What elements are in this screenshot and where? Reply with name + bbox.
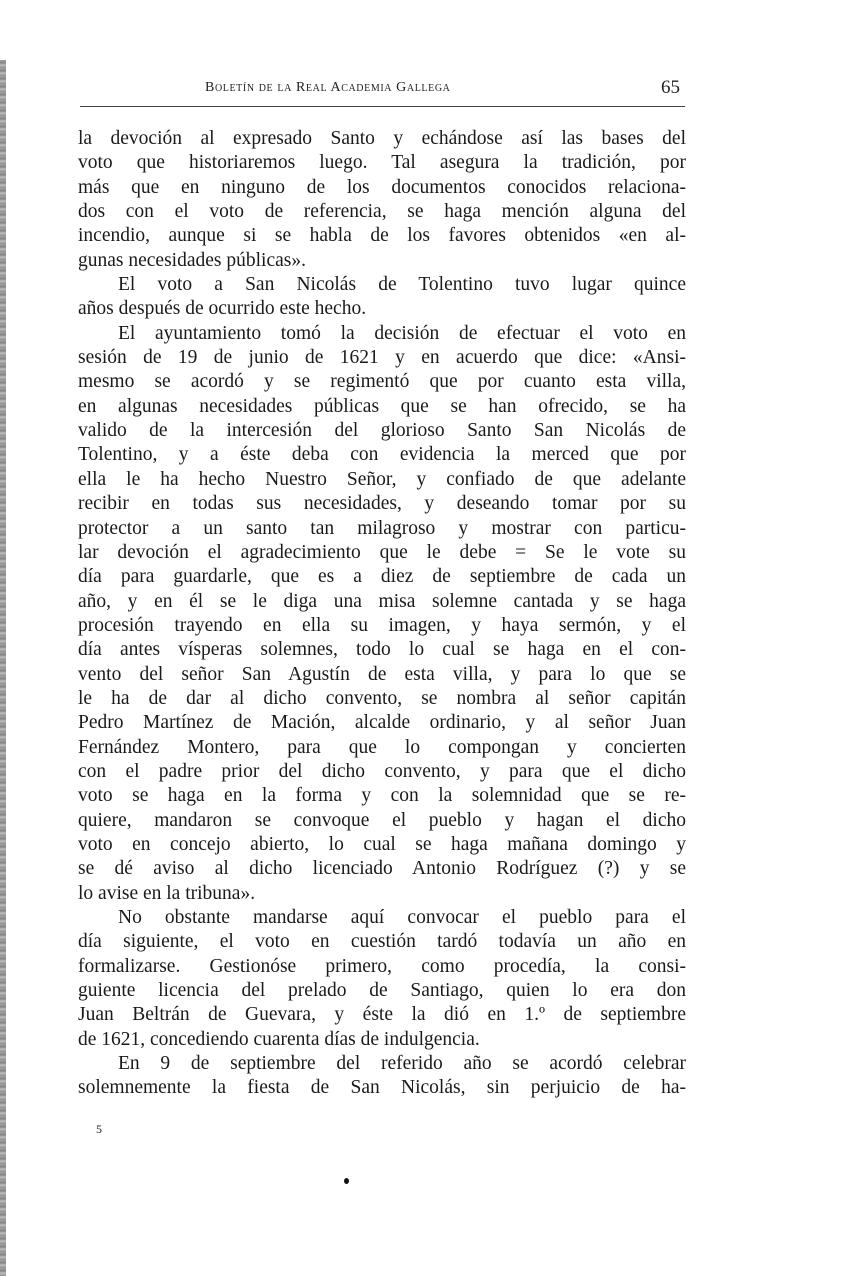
text-line: voto se haga en la forma y con la solemnidad que se re-	[78, 785, 686, 807]
text-line: formalizarse. Gestionóse primero, como procedía, la consi-	[78, 955, 686, 977]
text-line: día antes vísperas solemnes, todo lo cual se haga en el con-	[78, 639, 686, 661]
ink-dot	[344, 1178, 349, 1184]
text-line: protector a un santo tan milagroso y mostrar con particu-	[78, 517, 686, 539]
text-line: Juan Beltrán de Guevara, y éste la dió en 1.º de septiembre	[78, 1004, 686, 1026]
text-line: Pedro Martínez de Mación, alcalde ordinario, y al señor Juan	[78, 712, 686, 734]
text-line: mesmo se acordó y se regimentó que por cuanto esta villa,	[78, 371, 686, 393]
text-line: recibir en todas sus necesidades, y deseando tomar por su	[78, 493, 686, 515]
text-line: quiere, mandaron se convoque el pueblo y hagan el dicho	[78, 809, 686, 831]
signature-mark: 5	[96, 1122, 102, 1136]
text-line: día para guardarle, que es a diez de septiembre de cada un	[78, 566, 686, 588]
text-line: en algunas necesidades públicas que se han ofrecido, se ha	[78, 395, 686, 417]
text-line: El voto a San Nicolás de Tolentino tuvo lugar quince	[118, 274, 686, 296]
header-rule	[80, 106, 685, 107]
text-line: gunas necesidades públicas».	[78, 249, 306, 271]
text-line: procesión trayendo en ella su imagen, y haya sermón, y el	[78, 614, 686, 636]
text-line: solemnemente la fiesta de San Nicolás, sin perjuicio de ha-	[78, 1077, 686, 1099]
text-line: más que en ninguno de los documentos conocidos relaciona-	[78, 176, 686, 198]
page-number: 65	[661, 77, 680, 98]
text-line: la devoción al expresado Santo y echándose así las bases del	[78, 128, 686, 149]
text-line: voto que historiaremos luego. Tal asegura la tradición, por	[78, 152, 686, 174]
text-line: dos con el voto de referencia, se haga mención alguna del	[78, 201, 686, 223]
text-line: se dé aviso al dicho licenciado Antonio Rodríguez (?) y se	[78, 858, 686, 880]
text-line: lo avise en la tribuna».	[78, 882, 256, 904]
text-line: de 1621, concediendo cuarenta días de indulgencia.	[78, 1028, 480, 1050]
text-line: voto en concejo abierto, lo cual se haga mañana domingo y	[78, 833, 686, 855]
text-line: años después de ocurrido este hecho.	[78, 298, 367, 320]
text-line: El ayuntamiento tomó la decisión de efectuar el voto en	[118, 322, 686, 344]
text-line: día siguiente, el voto en cuestión tardó todavía un año en	[78, 931, 686, 953]
text-line: En 9 de septiembre del referido año se acordó celebrar	[118, 1053, 686, 1075]
running-head: Boletín de la Real Academia Gallega	[205, 80, 451, 95]
scan-edge-shadow	[0, 60, 6, 1276]
text-line: ella le ha hecho Nuestro Señor, y confiado de que adelante	[78, 468, 686, 490]
text-line: Fernández Montero, para que lo compongan y concierten	[78, 736, 686, 758]
text-line: guiente licencia del prelado de Santiago, quien lo era don	[78, 980, 686, 1002]
text-line: con el padre prior del dicho convento, y para que el dicho	[78, 760, 686, 782]
text-line: sesión de 19 de junio de 1621 y en acuerdo que dice: «Ansi-	[78, 347, 686, 369]
page-header	[205, 77, 680, 102]
text-line: Tolentino, y a éste deba con evidencia la merced que por	[78, 444, 686, 466]
text-line: le ha de dar al dicho convento, se nombra al señor capitán	[78, 687, 686, 709]
text-line: año, y en él se le diga una misa solemne cantada y se haga	[78, 590, 686, 612]
text-line: incendio, aunque si se habla de los favores obtenidos «en al-	[78, 225, 686, 247]
text-line: lar devoción el agradecimiento que le debe = Se le vote su	[78, 541, 686, 563]
text-line: vento del señor San Agustín de esta villa, y para lo que se	[78, 663, 686, 685]
text-line: valido de la intercesión del glorioso Santo San Nicolás de	[78, 420, 686, 442]
text-line: No obstante mandarse aquí convocar el pueblo para el	[118, 907, 686, 928]
body-text	[78, 127, 686, 1101]
